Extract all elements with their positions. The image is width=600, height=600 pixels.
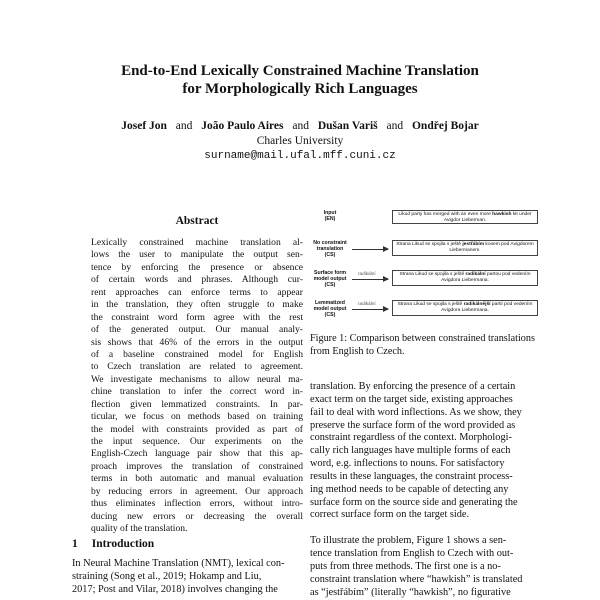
text-line: We investigate mechanisms to allow neural ma- [91,373,303,385]
author-name: João Paulo Aires [201,120,284,132]
contact-email: surname@mail.ufal.mff.cuni.cz [204,150,396,162]
text-line: quality of the translation. [91,523,188,535]
text-line: to Czech translation are related to agreement. [91,361,303,373]
text-line: ing method needs to be capable of detecting any [310,483,509,495]
sentence-text: Likud party has merged with an even more [398,212,493,217]
figure-constraint-note: radikální [358,301,376,306]
section-title: Introduction [91,538,155,550]
text-line: constraint regardless of the context. Morphologi- [310,432,512,444]
paper-title-line-1: End-to-End Lexically Constrained Machine Translation [121,63,479,79]
sentence-text: Strana Likud se spojila s ještě [399,272,466,277]
affiliation: Charles University [256,135,344,147]
highlighted-word: radikálnější [463,302,491,307]
figure-row-label: Lemmatized model output (CS) [313,300,347,318]
right-column-text [310,381,542,599]
text-line: ducing new errors or decreasing the overall [91,510,303,522]
highlighted-word: jestřábím [462,242,485,247]
text-line: by reducing errors in agreement. Our approach [91,485,303,497]
text-line: correct surface form on the target side. [310,509,470,521]
text-line: of a baseline constrained model for English [91,348,303,360]
figure-row-label: No constraint translation (CS) [313,240,347,258]
sentence-text: partií pod vedením Avigdora Liebermana. [441,302,533,313]
text-line: proach improves the translation of constrained [91,460,303,472]
text-line: results in these languages, the constraint process- [310,470,513,482]
text-line: of the generated output. Our manual analy- [91,324,303,336]
arrow-icon [352,249,388,250]
text-line: Lexically constrained machine translation al- [91,237,303,248]
sentence-text: kit under Avigdor Lieberman. [443,212,532,223]
abstract-body [91,237,303,536]
highlighted-word: hawkish [492,212,512,217]
text-line: rent approaches can enforce terms to appear [91,286,303,298]
introduction-body [72,558,304,596]
figure-row-label: Input (EN) [323,210,337,222]
sentence-text: kosem pod Avigdorem Liebermanem. [449,242,534,253]
text-line: To illustrate the problem, Figure 1 shows a sen- [310,535,507,547]
text-line: surface form on the source side and generating the [310,496,518,508]
figure-1 [312,210,542,325]
text-line: 2017; Post and Vilar, 2018) involves changing the [72,583,278,595]
section-number: 1 [72,538,78,550]
sentence-text: partou pod vedením Avigdora Liebermana. [441,272,531,283]
figure-sentence-box [392,300,538,316]
text-line: of certain words and phrases. Although cur- [91,274,303,286]
text-line: English-Czech language pair show that this ap- [91,448,303,460]
text-line: in the translation, they often struggle to make [91,299,303,311]
sentence-text: Strana Likud se spojila s ještě [396,242,463,247]
text-line: as “jestřábím” (literally “hawkish”, no figurative [310,586,511,598]
text-line: from English to Czech. [310,345,405,357]
abstract-heading: Abstract [175,215,219,227]
text-line: the input sequence. Our experiments on the [91,436,303,447]
figure-sentence-box [392,270,538,286]
author-name: Ondřej Bojar [411,120,479,132]
text-line: cally rich languages have multiple forms of each [310,445,511,457]
text-line: lows the user to manipulate the output sen- [91,249,303,261]
author-list [0,120,600,132]
author-name: Josef Jon [121,120,167,132]
text-line [310,522,542,535]
paper-title-line-2: for Morphologically Rich Languages [182,81,418,97]
text-line: translation. By enforcing the presence of a certain [310,381,516,392]
sentence-text: Strana Likud se spojila s ještě [397,302,464,307]
text-line: word, e.g. inflections to nouns. For satisfactory [310,458,505,470]
text-line: straining (Song et al., 2019; Hokamp and Liu, [72,570,262,582]
figure-row-label: Surface form model output (CS) [313,270,347,288]
text-line: fail to deal with word inflections. As we show, they [310,406,522,418]
arrow-icon [352,279,388,280]
text-line: the model with constraints provided as part of [91,423,303,435]
author-separator: and [386,120,404,132]
text-line: chine translation to infer the correct word in- [91,386,303,398]
arrow-icon [352,309,388,310]
figure-sentence-box [392,210,538,224]
text-line: puts from three methods. The first one is a no- [310,560,501,572]
figure-caption [310,333,542,358]
text-line: ticular, we focus on methods based on training [91,411,303,423]
text-line: exact term on the target side, existing approaches [310,393,513,405]
author-separator: and [175,120,193,132]
text-line: constraint translation where “hawkish” is translated [310,573,523,585]
text-line: terms in both automatic and manual evaluation [91,473,303,485]
text-line: In Neural Machine Translation (NMT), lexical con- [72,558,285,569]
text-line: Figure 1: Comparison between constrained translations [310,333,535,344]
text-line: preserve the surface form of the word provided as [310,419,516,431]
author-name: Dušan Variš [317,120,378,132]
text-line: flection given lemmatized constraints. In par- [91,398,303,410]
figure-sentence-box [392,240,538,256]
section-heading-introduction [72,538,168,550]
figure-constraint-note: radikální [358,271,376,276]
author-separator: and [292,120,309,132]
text-line: tence translation from English to Czech with out- [310,547,514,559]
text-line: sis shows that 46% of the errors in the output [91,336,303,348]
highlighted-word: radikální [465,272,486,277]
text-line: thus eliminates inflection errors, without intro- [91,498,303,510]
text-line: the constraint word form agree with the rest [91,311,303,323]
text-line: tence by enforcing the presence or absence [91,261,303,273]
